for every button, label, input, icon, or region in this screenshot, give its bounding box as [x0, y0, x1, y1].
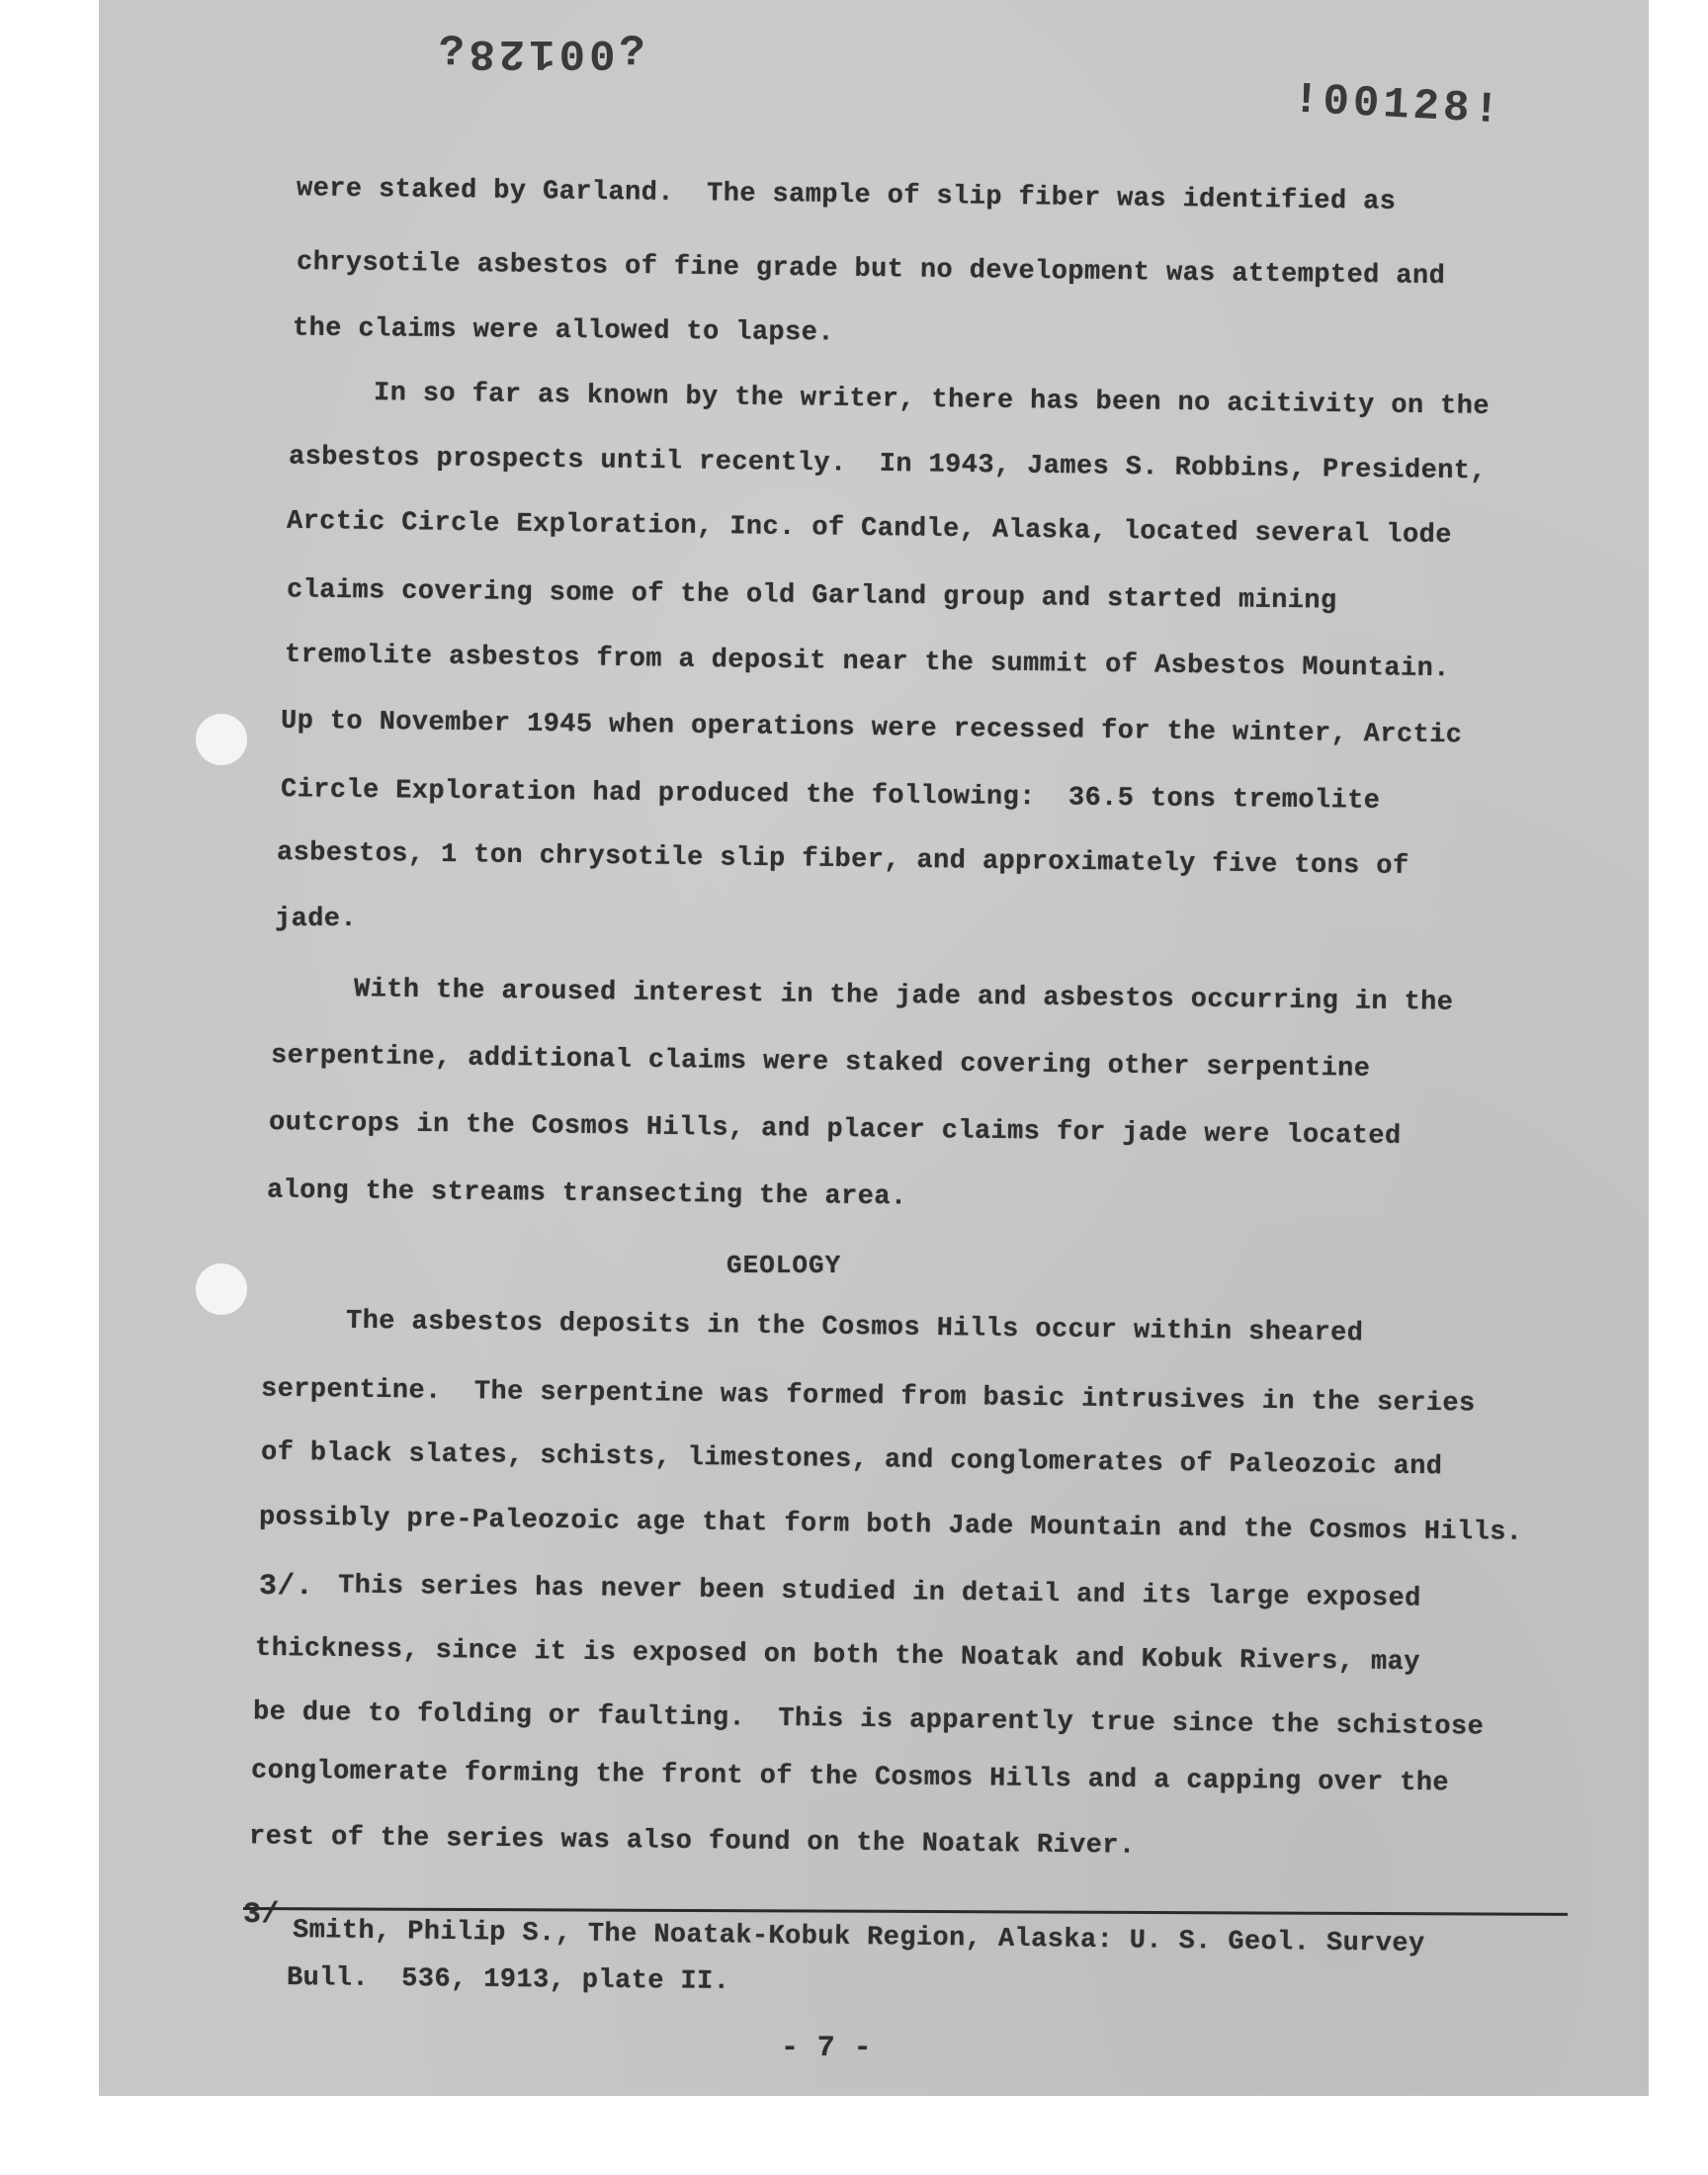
footnote-marker: 3/ — [243, 1898, 280, 1932]
body-line: outcrops in the Cosmos Hills, and placer claims for jade were located — [268, 1108, 1402, 1152]
footnote-line: Smith, Philip S., The Noatak-Kobuk Region, Alaska: U. S. Geol. Survey — [292, 1916, 1425, 1959]
inverted-document-number-stamp: ¿00128¿ — [435, 28, 645, 77]
body-line: claims covering some of the old Garland group and started mining — [286, 575, 1337, 617]
body-line: This series has never been studied in detail and its large exposed — [337, 1571, 1421, 1614]
page-number: - 7 - — [781, 2032, 873, 2065]
body-line: possibly pre-Paleozoic age that form both Jade Mountain and the Cosmos Hills. — [258, 1503, 1523, 1548]
document-number-stamp: !00128! — [1291, 75, 1505, 136]
body-line: With the aroused interest in the jade and asbestos occurring in the — [353, 975, 1454, 1018]
body-line: Arctic Circle Exploration, Inc. of Candle, Alaska, located several lode — [286, 506, 1452, 552]
body-line: tremolite asbestos from a deposit near the summit of Asbestos Mountain. — [284, 640, 1450, 685]
footnote-reference: 3/. — [259, 1570, 314, 1604]
body-line: The asbestos deposits in the Cosmos Hills occur within sheared — [345, 1306, 1364, 1349]
body-line: asbestos, 1 ton chrysotile slip fiber, and approximately five tons of — [276, 838, 1409, 882]
body-line: thickness, since it is exposed on both the Noatak and Kobuk Rivers, may — [254, 1633, 1420, 1679]
body-line: along the streams transecting the area. — [266, 1175, 907, 1213]
body-line: conglomerate forming the front of the Cosmos Hills and a capping over the — [250, 1756, 1450, 1799]
body-line: serpentine. The serpentine was formed from basic intrusives in the series — [260, 1374, 1476, 1420]
body-line: Up to November 1945 when operations were recessed for the winter, Arctic — [280, 706, 1463, 751]
body-line: jade. — [275, 905, 358, 934]
body-line: chrysotile asbestos of fine grade but no development was attempted and — [296, 247, 1446, 293]
body-line: of black slates, schists, limestones, and conglomerates of Paleozoic and — [260, 1437, 1443, 1483]
section-heading: GEOLOGY — [726, 1251, 842, 1280]
body-line: were staked by Garland. The sample of slip fiber was identified as — [296, 174, 1397, 218]
footnote-line: Bull. 536, 1913, plate II. — [286, 1963, 730, 1997]
body-line: be due to folding or faulting. This is apparently true since the schistose — [252, 1697, 1485, 1743]
body-line: the claims were allowed to lapse. — [292, 313, 835, 349]
body-line: In so far as known by the writer, there has been no acitivity on the — [373, 379, 1491, 422]
body-line: serpentine, additional claims were staked covering other serpentine — [270, 1041, 1371, 1085]
punch-hole — [196, 1263, 247, 1315]
punch-hole — [196, 714, 247, 765]
body-line: asbestos prospects until recently. In 1943, James S. Robbins, President, — [288, 442, 1488, 487]
body-line: rest of the series was also found on the Noatak River. — [248, 1822, 1136, 1862]
body-line: Circle Exploration had produced the following: 36.5 tons tremolite — [280, 775, 1381, 817]
